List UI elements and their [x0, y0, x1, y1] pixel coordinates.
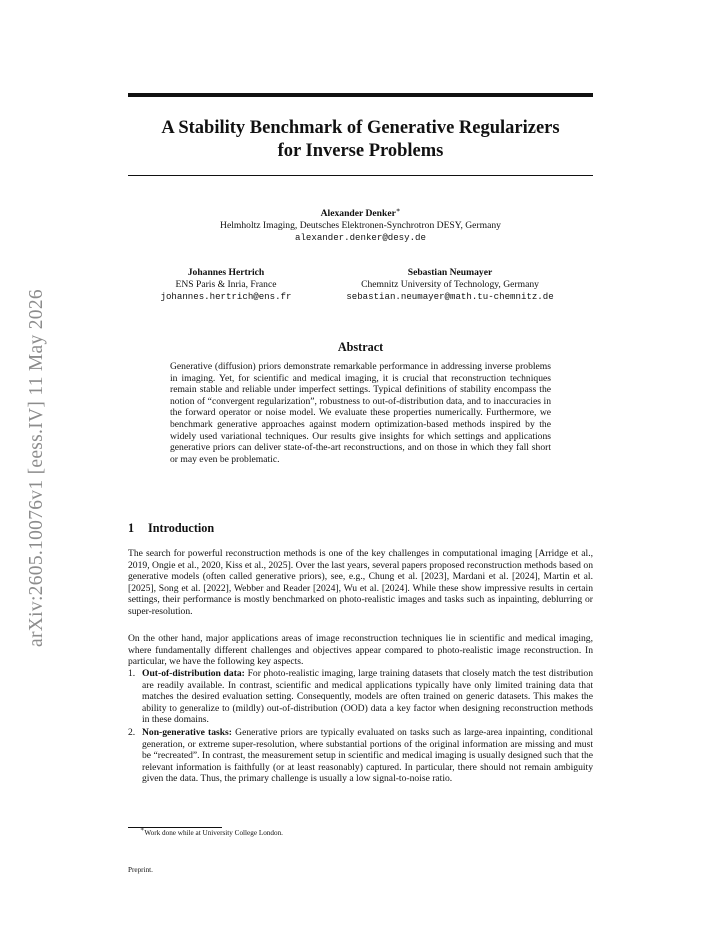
arxiv-identifier: arXiv:2605.10076v1 [eess.IV] 11 May 2026 [26, 289, 47, 647]
title-line-2: for Inverse Problems [277, 141, 444, 161]
author-name: Alexander Denker∗ [320, 207, 401, 219]
section-title: Introduction [148, 521, 215, 535]
list-item-label: Non-generative tasks: [142, 726, 232, 738]
list-item-number: 1. [128, 668, 136, 679]
author-name: Johannes Hertrich [187, 267, 265, 278]
author-block-neumayer [326, 267, 574, 304]
section-number: 1 [128, 521, 135, 535]
abstract-heading: Abstract [337, 340, 384, 354]
author-email: johannes.hertrich@ens.fr [160, 291, 292, 303]
list-item [128, 727, 593, 785]
author-affiliation: Helmholtz Imaging, Deutsches Elektronen-Synchrotron DESY, Germany [220, 220, 501, 232]
author-affiliation: Chemnitz University of Technology, Germany [361, 279, 539, 291]
author-block-denker [128, 208, 593, 245]
list-item-text: For photo-realistic imaging, large training datasets that closely match the test distribution are readily available. In contrast, scientific and medical applications typically have only limited training data that matches the desired evaluation setting. Consequently, models are often trained on generic datasets. This makes the ability to generalize to (mildly) out-of-distribution (OOD) data a key factor when designing reconstruction methods in these domains. [142, 668, 593, 726]
author-email: sebastian.neumayer@math.tu-chemnitz.de [346, 291, 554, 303]
title-bottom-rule [128, 175, 593, 176]
intro-paragraph-1: The search for powerful reconstruction methods is one of the key challenges in computational imaging [Arridge et al., 2019, Ongie et al., 2020, Kiss et al., 2025]. Over the last years, several papers proposed reconstruction methods based on generative models (often called generative priors), see, e.g., Chung et al. [2023], Mardani et al. [2024], Martin et al. [2025], Song et al. [2022], Webber and Reader [2024], Wu et al. [2024]. While these show impressive results in certain settings, their performance is mostly benchmarked on photo-realistic images and tasks such as inpainting, deblurring or super-resolution. [128, 548, 593, 617]
footnote-mark: ∗ [140, 826, 145, 833]
footnote [140, 826, 283, 838]
section-heading-introduction [128, 521, 214, 536]
abstract-text: Generative (diffusion) priors demonstrate remarkable performance in addressing inverse problems in imaging. Yet, for scientific and medical imaging, it is crucial that reconstruction techniques remain stable and reliable under imperfect settings. Typical definitions of stability encompass the notion of “convergent regularization”, robustness to out-of-distribution data, and to inaccuracies in the forward operator or noise model. We evaluate these properties numerically. Furthermore, we benchmark generative approaches against modern optimization-based methods inspired by the widely used variational techniques. Our results give insights for which settings and applications generative priors can deliver state-of-the-art reconstructions, and on those in which they fall short or may even be problematic. [170, 361, 551, 465]
footnote-mark: ∗ [395, 207, 401, 214]
author-affiliation: ENS Paris & Inria, France [175, 279, 277, 291]
author-email: alexander.denker@desy.de [295, 232, 426, 244]
title-top-rule [128, 93, 593, 97]
author-name: Sebastian Neumayer [407, 267, 493, 278]
list-item-text: Generative priors are typically evaluated on tasks such as large-area inpainting, conditional generation, or extreme super-resolution, where substantial portions of the original information are missing and must be “recreated”. In contrast, the measurement setup in scientific and medical imaging is usually designed such that the relevant information is faithfully (or at least reasonably) captured. In particular, there should not remain ambiguity given the data. Thus, the primary challenge is usually a low signal-to-noise ratio. [142, 726, 594, 785]
list-item-number: 2. [128, 726, 136, 738]
title-line-1: A Stability Benchmark of Generative Regularizers [161, 118, 560, 138]
preprint-label: Preprint. [128, 866, 153, 874]
intro-paragraph-2: On the other hand, major applications areas of image reconstruction techniques lie in scientific and medical imaging, where fundamentally different challenges and objectives appear compared to photo-realistic image reconstruction. In particular, we have the following key aspects. [128, 633, 593, 668]
list-item [128, 668, 593, 726]
key-aspects-list [128, 668, 593, 786]
list-item-label: Out-of-distribution data: [142, 668, 245, 679]
author-block-hertrich [140, 267, 312, 304]
paper-title [128, 117, 593, 163]
footnote-text: Work done while at University College London. [144, 829, 283, 837]
